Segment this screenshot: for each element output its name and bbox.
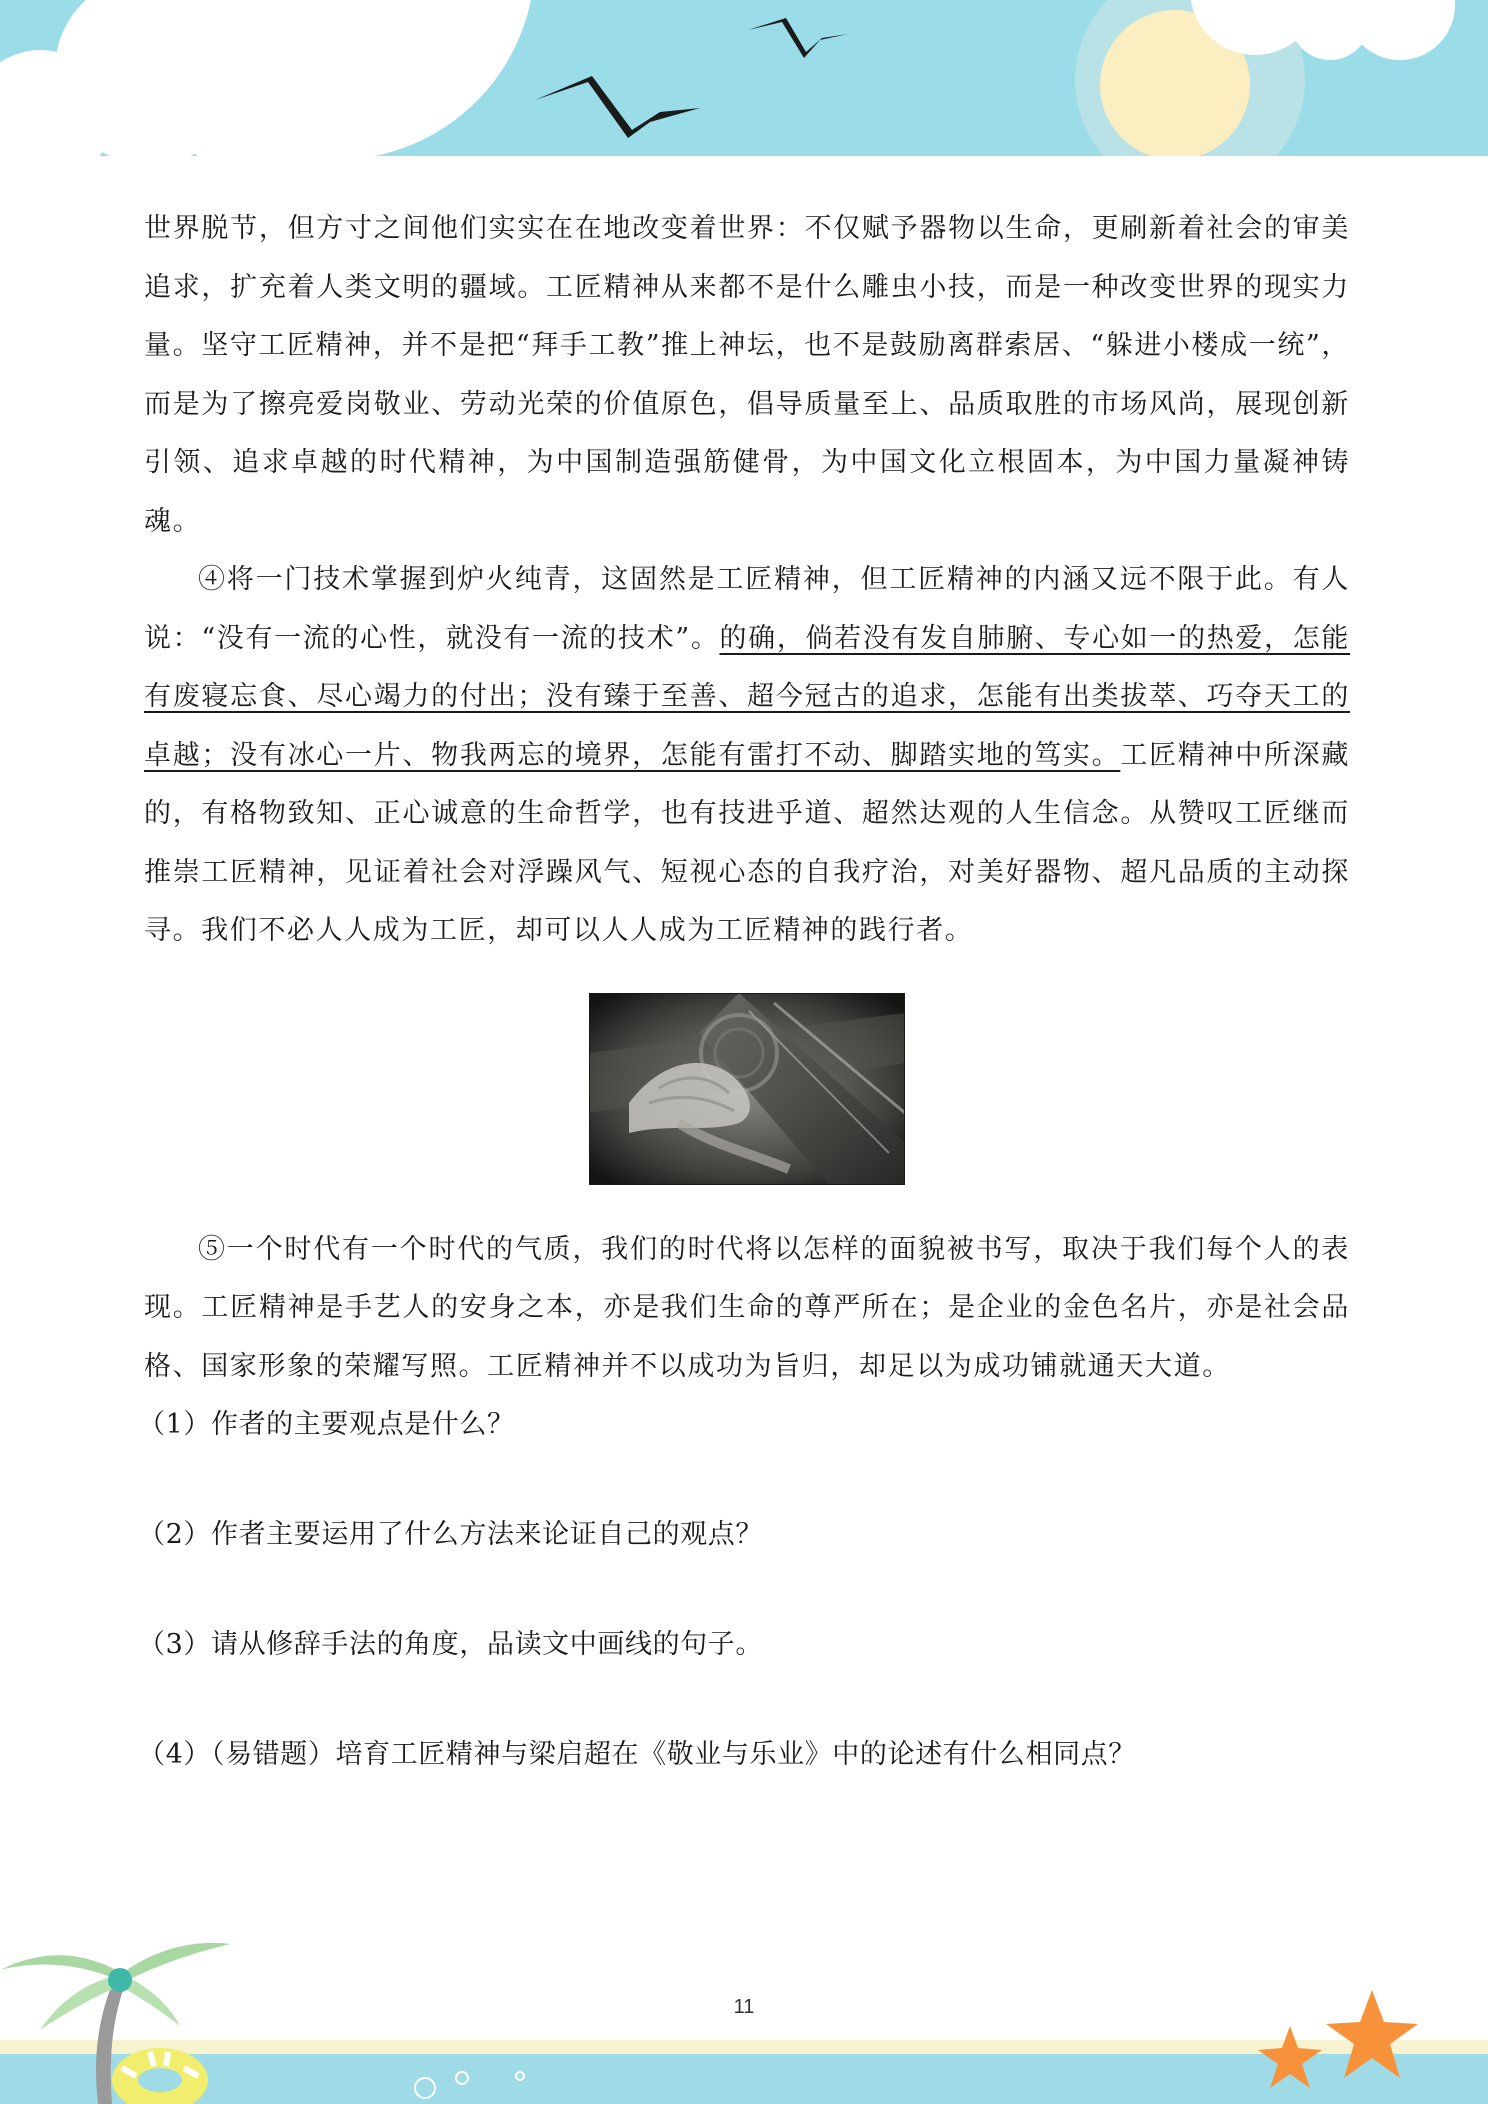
- footer-banner: [0, 1930, 1488, 2104]
- header-banner: [0, 0, 1488, 170]
- page-content: [138, 200, 1350, 1838]
- paragraph-5: ⑤一个时代有一个时代的气质，我们的时代将以怎样的面貌被书写，取决于我们每个人的表现。工匠精神是手艺人的安身之本，亦是我们生命的尊严所在；是企业的金色名片，亦是社会品格、国家形象的荣耀写照。工匠精神并不以成功为旨归，却足以为成功铺就通天大道。: [144, 1233, 1350, 1382]
- craftsman-photo: [589, 993, 905, 1185]
- carving-hands-image: [589, 993, 905, 1185]
- paragraph-4: [144, 551, 1350, 961]
- question-list: [138, 1398, 1350, 1782]
- question-1: （1）作者的主要观点是什么？: [138, 1409, 515, 1440]
- underlined-sentence: 的确，倘若没有发自肺腑、专心如一的热爱，怎能有废寝忘食、尽心竭力的付出；没有臻于至善、超今冠古的追求，怎能有出类拔萃、巧夺天工的卓越；没有冰心一片、物我两忘的境界，怎能有雷打不动、脚踏实地的笃实。: [144, 622, 1350, 771]
- paragraph-4-conclusion: 工匠精神中所深藏的，有格物致知、正心诚意的生命哲学，也有技进乎道、超然达观的人生信念。从赞叹工匠继而推崇工匠精神，见证着社会对浮躁风气、短视心态的自我疗治，对美好器物、超凡品质的主动探寻。我们不必人人成为工匠，却可以人人成为工匠精神的践行者。: [144, 739, 1350, 946]
- question-3: （3）请从修辞手法的角度，品读文中画线的句子。: [138, 1629, 763, 1660]
- question-2: （2）作者主要运用了什么方法来论证自己的观点？: [138, 1519, 763, 1550]
- paragraph-3-continued: 世界脱节，但方寸之间他们实实在在地改变着世界：不仅赋予器物以生命，更刷新着社会的审美追求，扩充着人类文明的疆域。工匠精神从来都不是什么雕虫小技，而是一种改变世界的现实力量。坚守工匠精神，并不是把“拜手工教”推上神坛，也不是鼓励离群索居、“躲进小楼成一统”，而是为了擦亮爱岗敬业、劳动光荣的价值原色，倡导质量至上、品质取胜的市场风尚，展现创新引领、追求卓越的时代精神，为中国制造强筋健骨，为中国文化立根固本，为中国力量凝神铸魂。: [144, 213, 1350, 537]
- question-4: （4）（易错题）培育工匠精神与梁启超在《敬业与乐业》中的论述有什么相同点？: [138, 1739, 1136, 1770]
- paragraph-4-intro: ④将一门技术掌握到炉火纯青，这固然是工匠精神，但工匠精神的内涵又远不限于此。有人说：“没有一流的心性，就没有一流的技术”。: [144, 564, 1350, 654]
- page-number: 11: [733, 1996, 755, 2018]
